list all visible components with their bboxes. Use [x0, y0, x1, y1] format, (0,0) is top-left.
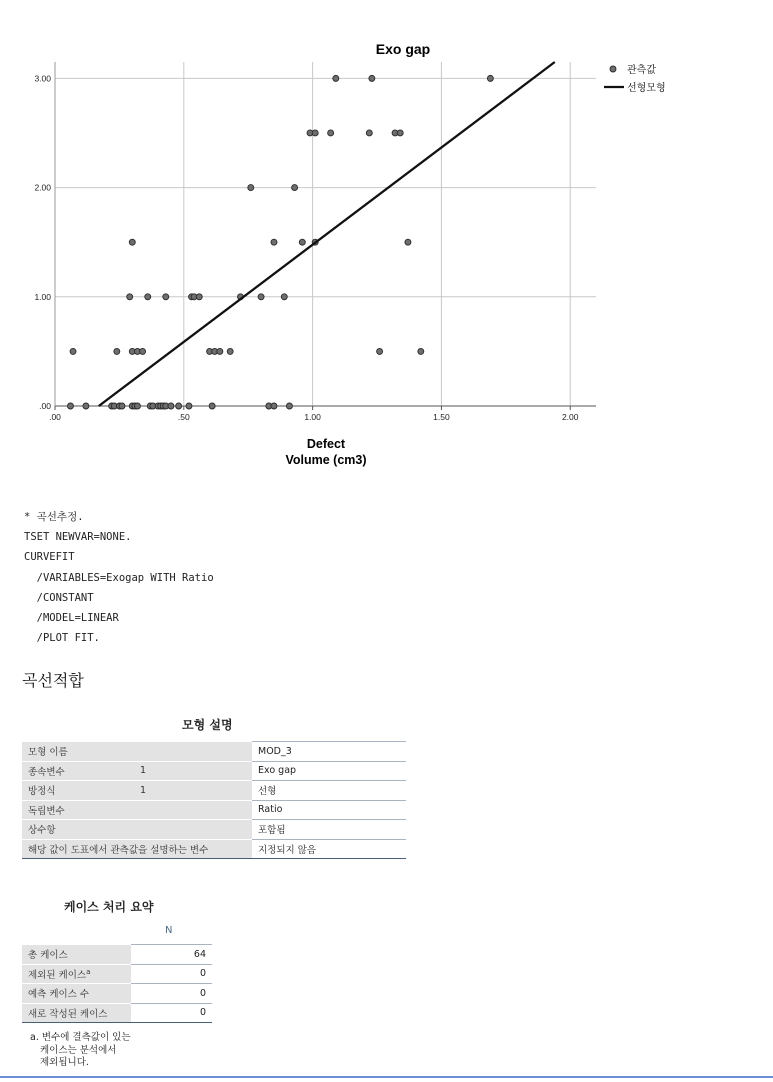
table-row [22, 964, 212, 984]
table-row [22, 742, 406, 762]
x-tick-label: 1.50 [433, 412, 450, 422]
row-value: 0 [131, 1003, 212, 1023]
data-point [418, 348, 424, 354]
table-row [22, 761, 406, 781]
footnote-line: a. 변수에 결측값이 있는 [30, 1032, 131, 1043]
y-tick-label: 1.00 [34, 291, 51, 302]
data-point [196, 294, 202, 300]
data-point [405, 239, 411, 245]
table-row [22, 984, 212, 1004]
data-point [70, 348, 76, 354]
output-bottom-border [0, 1076, 773, 1078]
row-value: MOD_3 [252, 742, 406, 762]
data-point [217, 348, 223, 354]
x-axis-title-line2: Volume (cm3) [285, 453, 367, 467]
footnote-marker: a [86, 967, 91, 976]
data-point [487, 75, 493, 81]
data-point [114, 348, 120, 354]
data-point [271, 239, 277, 245]
y-tick-label: .00 [39, 401, 51, 411]
row-label: 종속변수 [22, 761, 134, 781]
row-sublabel: 1 [134, 761, 252, 781]
row-label: 독립변수 [22, 800, 252, 820]
data-point [377, 348, 383, 354]
x-tick-label: .50 [177, 412, 190, 422]
data-point [281, 294, 287, 300]
row-value: 지정되지 않음 [252, 839, 406, 859]
row-label: 상수항 [22, 820, 252, 840]
row-value: 0 [131, 964, 212, 984]
data-point [168, 403, 174, 409]
case-table-column-header: N [165, 925, 173, 936]
data-point [227, 348, 233, 354]
data-point [248, 185, 254, 191]
data-point [366, 130, 372, 136]
table-row [22, 945, 212, 965]
table-row [22, 781, 406, 801]
row-label: 모형 이름 [22, 742, 252, 762]
row-value: Ratio [252, 800, 406, 820]
row-label: 새로 작성된 케이스 [22, 1003, 131, 1023]
case-processing-table [22, 944, 212, 1023]
x-tick-label: 2.00 [561, 412, 579, 422]
data-point [397, 130, 403, 136]
table-row [22, 820, 406, 840]
row-label: 해당 값이 도표에서 관측값을 설명하는 변수 [22, 839, 252, 859]
legend-marker-observed [610, 66, 616, 72]
data-point [209, 403, 215, 409]
x-tick-label: .00 [49, 412, 61, 422]
section-title: 곡선적합 [22, 671, 84, 690]
case-table-title: 케이스 처리 요약 [64, 900, 154, 914]
data-point [286, 403, 292, 409]
table-row [22, 800, 406, 820]
row-value: 포함됨 [252, 820, 406, 840]
chart-title: Exo gap [375, 41, 431, 57]
scatter-chart [0, 0, 773, 480]
data-point [369, 75, 375, 81]
table-row [22, 839, 406, 859]
data-point [119, 403, 125, 409]
data-point [328, 130, 334, 136]
data-point [186, 403, 192, 409]
data-point [176, 403, 182, 409]
row-label: 방정식 [22, 781, 134, 801]
data-point [299, 239, 305, 245]
model-table-title: 모형 설명 [182, 718, 233, 732]
data-point [271, 403, 277, 409]
syntax-block: * 곡선추정. TSET NEWVAR=NONE. CURVEFIT /VARIABLES=Exogap WITH Ratio /CONSTANT /MODEL=LINEAR /PLOT FIT. [24, 511, 214, 645]
row-value: 0 [131, 984, 212, 1004]
data-point [258, 294, 264, 300]
footnote-line: 제외됩니다. [40, 1057, 89, 1068]
data-point [333, 75, 339, 81]
data-point [134, 403, 140, 409]
data-point [312, 130, 318, 136]
data-point [163, 294, 169, 300]
linear-fit-line [99, 62, 555, 406]
table-row [22, 1003, 212, 1023]
legend-label: 선형모형 [627, 83, 666, 94]
x-axis-title-line1: Defect [306, 437, 346, 451]
row-label: 예측 케이스 수 [22, 984, 131, 1004]
row-sublabel: 1 [134, 781, 252, 801]
case-table-footnote [30, 1032, 131, 1070]
x-tick-label: 1.00 [304, 412, 321, 422]
row-value: 64 [131, 945, 212, 965]
row-value: Exo gap [252, 761, 406, 781]
row-label: 총 케이스 [22, 945, 131, 965]
data-point [292, 185, 298, 191]
row-value: 선형 [252, 781, 406, 801]
y-tick-label: 2.00 [34, 182, 51, 193]
data-point [67, 403, 73, 409]
model-description-table [22, 741, 406, 859]
legend-label: 관측값 [627, 65, 656, 76]
data-point [83, 403, 89, 409]
data-point [140, 348, 146, 354]
footnote-line: 케이스는 분석에서 [40, 1044, 117, 1056]
data-point [127, 294, 133, 300]
chart-legend [604, 63, 666, 94]
row-label: 제외된 케이스$^a$ [22, 964, 131, 984]
data-point [129, 239, 135, 245]
data-point [145, 294, 151, 300]
y-tick-label: 3.00 [34, 73, 51, 84]
